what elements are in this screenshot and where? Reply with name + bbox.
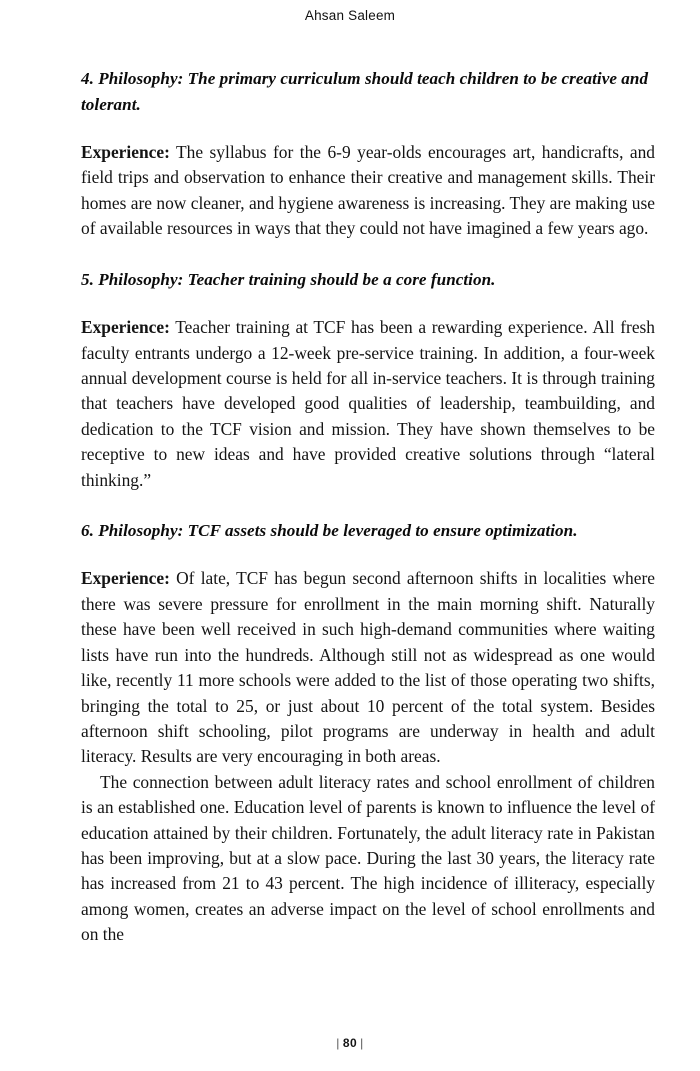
folio-rule-left: |	[336, 1036, 340, 1050]
text-column	[81, 66, 655, 948]
philosophy-heading-6: 6. Philosophy: TCF assets should be leveraged to ensure optimization.	[81, 520, 578, 540]
experience-label-6: Experience:	[81, 568, 170, 589]
experience-label-5: Experience:	[81, 317, 170, 338]
spacer	[81, 543, 655, 566]
spacer	[81, 117, 655, 140]
experience-label-4: Experience:	[81, 142, 170, 162]
page-footer	[0, 1036, 700, 1050]
page-number: 80	[342, 1036, 358, 1050]
spacer	[81, 292, 655, 315]
philosophy-heading-5: 5. Philosophy: Teacher training should be a core function.	[81, 269, 496, 289]
experience-paragraph-6	[81, 566, 655, 769]
experience-text-4: The syllabus for the 6-9 year-olds encourages art, handicrafts, and field trips and observation to enhance their creative and management skills. Their homes are now cleaner, and hygiene awareness is increasing. They are making use of available resources in ways that they could not have imagined a few years ago.	[81, 142, 655, 239]
philosophy-heading-4: 4. Philosophy: The primary curriculum should teach children to be creative and tolerant.	[81, 69, 649, 114]
running-head: Ahsan Saleem	[304, 8, 396, 23]
folio-rule-right: |	[360, 1036, 364, 1050]
experience-paragraph-4	[81, 140, 655, 242]
experience-text-6: Of late, TCF has begun second afternoon shifts in localities where there was severe pressure for enrollment in the main morning shift. Naturally these have been well received in such high-demand communities where waiting lists have run into the hundreds. Although still not as widespread as one would like, recently 11 more schools were added to the list of those operating two shifts, bringing the total to 25, or just about 10 percent of the total system. Besides afternoon shift schooling, pilot programs are underway in health and adult literacy. Results are very encouraging in both areas.	[81, 568, 655, 767]
literacy-paragraph: The connection between adult literacy rates and school enrollment of children is an established one. Education level of parents is known to influence the level of education attained by their children. Fortunately, the adult literacy rate in Pakistan has been improving, but at a slow pace. During the last 30 years, the literacy rate has increased from 21 to 43 percent. The high incidence of illiteracy, especially among women, creates an adverse impact on the level of school enrollments and on the	[81, 771, 655, 945]
experience-paragraph-5	[81, 315, 655, 493]
spacer	[81, 242, 655, 267]
experience-text-5: Teacher training at TCF has been a rewarding experience. All fresh faculty entrants undergo a 12-week pre-service training. In addition, a four-week annual development course is held for all in-service teachers. It is through training that teachers have developed good qualities of leadership, teambuilding, and dedication to the TCF vision and mission. They have shown themselves to be receptive to new ideas and have provided creative solutions through “lateral thinking.”	[81, 317, 655, 490]
spacer	[81, 493, 655, 518]
